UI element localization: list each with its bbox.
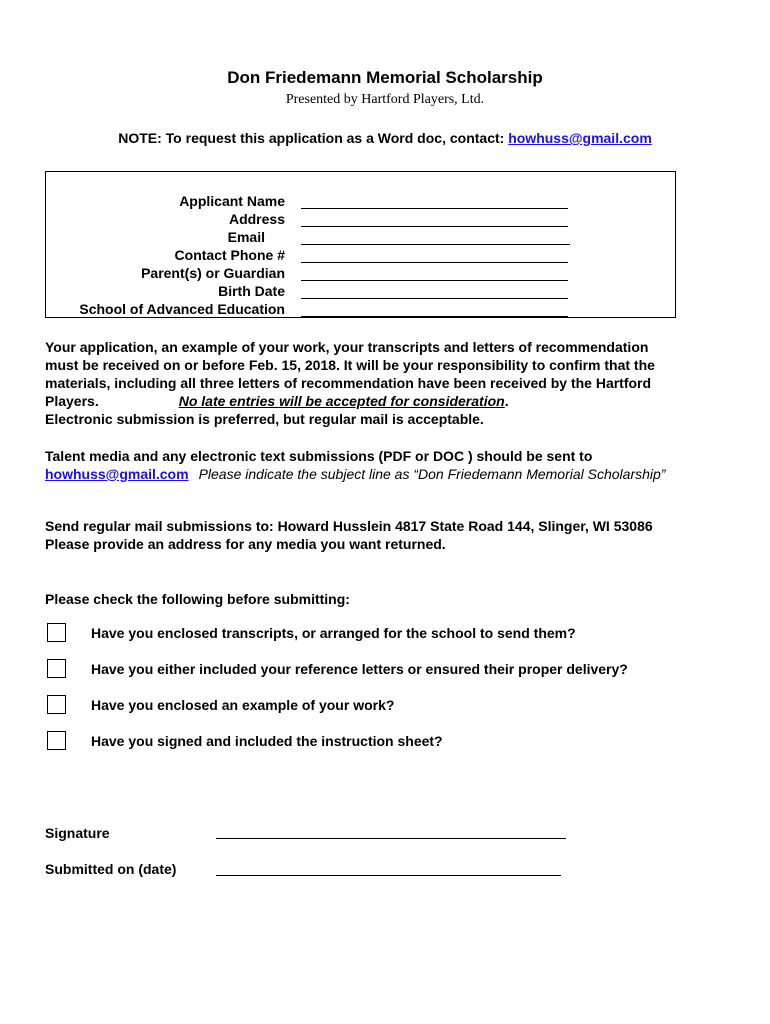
mail-paragraph xyxy=(45,517,735,553)
field-address[interactable] xyxy=(46,211,677,229)
signature-label: Signature xyxy=(45,825,110,841)
contact-phone-line[interactable] xyxy=(301,262,568,263)
submitted-date-line[interactable] xyxy=(216,875,561,876)
instructions-line: must be received on or before Feb. 15, 2018. It will be your responsibility to confirm that the xyxy=(45,357,655,373)
talent-line: Talent media and any electronic text submissions (PDF or DOC ) should be sent to xyxy=(45,448,593,464)
field-label: Address xyxy=(228,211,285,227)
talent-paragraph xyxy=(45,447,735,483)
talent-email-link[interactable]: howhuss@gmail.com xyxy=(45,466,189,482)
field-label: Birth Date xyxy=(218,283,285,299)
checklist-item xyxy=(45,659,735,681)
form-subtitle: Presented by Hartford Players, Ltd. xyxy=(285,92,485,107)
instructions-line xyxy=(45,392,735,410)
late-entries-notice: No late entries will be accepted for consideration xyxy=(178,393,505,409)
checklist-item-label: Have you either included your reference letters or ensured their proper delivery? xyxy=(91,661,628,677)
electronic-submission-text: Electronic submission is preferred, but regular mail is acceptable. xyxy=(45,411,484,427)
form-title: Don Friedemann Memorial Scholarship xyxy=(227,68,543,87)
checkbox[interactable] xyxy=(47,695,66,714)
word-doc-note xyxy=(0,130,770,146)
field-label: Applicant Name xyxy=(179,193,285,209)
submitted-date-label: Submitted on (date) xyxy=(45,861,177,877)
address-line[interactable] xyxy=(301,226,568,227)
mail-address-line: Send regular mail submissions to: Howard Husslein 4817 State Road 144, Slinger, WI 53086 xyxy=(45,518,653,534)
checklist-item-label: Have you enclosed transcripts, or arranged for the school to send them? xyxy=(91,625,576,641)
period-text: . xyxy=(504,393,509,409)
checkbox[interactable] xyxy=(47,731,66,750)
field-birth-date[interactable] xyxy=(46,283,677,301)
subject-line-note: Please indicate the subject line as “Don Friedemann Memorial Scholarship” xyxy=(198,466,666,482)
applicant-info-box xyxy=(45,171,676,318)
field-applicant-name[interactable] xyxy=(46,193,677,211)
checklist-item xyxy=(45,731,735,753)
field-label: Contact Phone # xyxy=(174,247,285,263)
field-label: Email xyxy=(227,229,265,245)
media-return-line: Please provide an address for any media you want returned. xyxy=(45,536,446,552)
field-label: Parent(s) or Guardian xyxy=(141,265,285,281)
players-text: Players. xyxy=(45,393,99,409)
signature-line[interactable] xyxy=(216,838,566,839)
field-email[interactable] xyxy=(46,229,677,247)
parent-guardian-line[interactable] xyxy=(301,280,568,281)
checkbox[interactable] xyxy=(47,623,66,642)
checklist-item xyxy=(45,623,735,645)
applicant-name-line[interactable] xyxy=(301,208,568,209)
checklist-item-label: Have you enclosed an example of your work? xyxy=(91,697,395,713)
instructions-paragraph xyxy=(45,338,735,428)
instructions-line: materials, including all three letters of recommendation have been received by the Hartford xyxy=(45,375,652,391)
school-line[interactable] xyxy=(301,316,568,317)
checkbox[interactable] xyxy=(47,659,66,678)
field-parent-guardian[interactable] xyxy=(46,265,677,283)
birth-date-line[interactable] xyxy=(301,298,568,299)
instructions-line: Your application, an example of your work, your transcripts and letters of recommendation xyxy=(45,339,649,355)
field-contact-phone[interactable] xyxy=(46,247,677,265)
checklist-item-label: Have you signed and included the instruction sheet? xyxy=(91,733,443,749)
email-line[interactable] xyxy=(301,244,570,245)
note-email-link[interactable]: howhuss@gmail.com xyxy=(508,130,652,146)
field-label: School of Advanced Education xyxy=(79,301,285,317)
checklist-item xyxy=(45,695,735,717)
field-school[interactable] xyxy=(46,301,677,319)
checklist-heading: Please check the following before submitting: xyxy=(45,591,350,607)
note-text: NOTE: To request this application as a Word doc, contact: xyxy=(118,130,509,146)
talent-line xyxy=(45,465,735,483)
